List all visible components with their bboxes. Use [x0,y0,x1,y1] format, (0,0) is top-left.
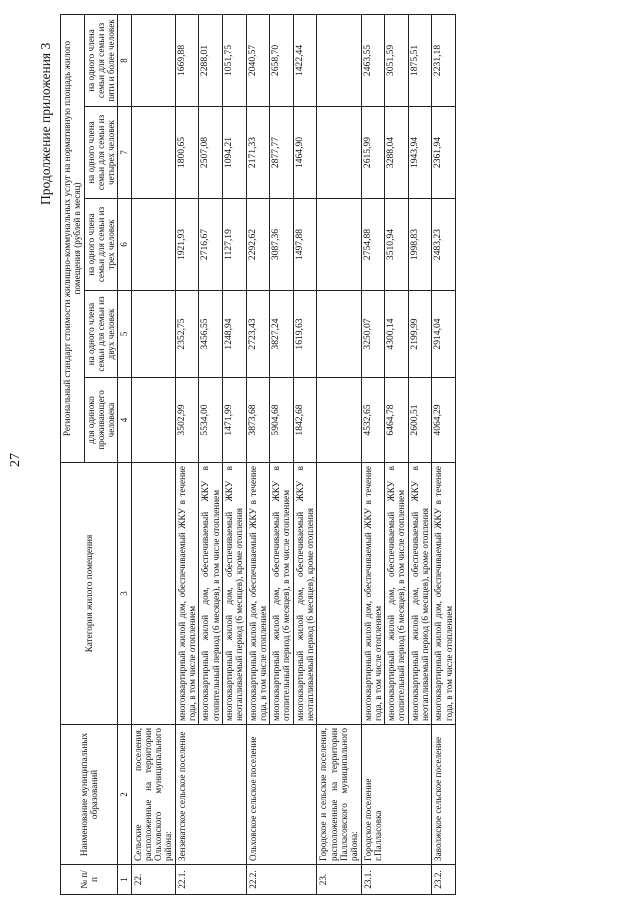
standard-value: 6464,78 [385,378,409,463]
municipality-name: Заволжское сельское поселение [432,725,456,865]
table-row [361,14,385,894]
standard-value: 2754,88 [361,199,385,291]
standard-value: 2199,99 [408,291,432,378]
table-row [246,14,270,894]
empty-cell [131,14,175,106]
standard-value: 2288,01 [199,14,223,106]
standard-value: 3288,04 [385,107,409,199]
empty-cell [317,14,361,106]
row-number: 22.1. [175,865,246,895]
col-number: 4 [118,378,131,463]
standard-value: 2361,94 [432,107,456,199]
standard-value: 3087,36 [270,199,294,291]
standard-value: 1619,63 [293,291,317,378]
housing-category: многоквартирный жилой дом, обеспечиваемый ЖКУ в течение года, в том числе отоплением [246,463,270,725]
empty-cell [131,463,175,725]
standard-value: 2914,04 [432,291,456,378]
empty-cell [131,199,175,291]
empty-cell [317,199,361,291]
standard-value: 1248,94 [222,291,246,378]
standard-value: 3510,94 [385,199,409,291]
empty-cell [317,378,361,463]
standard-value: 1800,65 [175,107,199,199]
housing-category: многоквартирный жилой дом, обеспечиваемый ЖКУ в течение года, в том числе отоплением [361,463,385,725]
empty-cell [317,463,361,725]
standard-value: 2231,18 [432,14,456,106]
housing-category: многоквартирный жилой дом, обеспечиваемый ЖКУ в течение года, в том числе отоплением [175,463,199,725]
header-family-4: на одного члена семьи для семьи из четырех человек [84,107,118,199]
table-body [131,14,455,894]
standards-table [60,14,456,895]
standard-value: 1422,44 [293,14,317,106]
table-row [432,14,456,894]
col-number: 1 [118,865,131,895]
housing-category: многоквартирный жилой дом, обеспечиваемый ЖКУ в течение года, в том числе отоплением [432,463,456,725]
standard-value: 1127,19 [222,199,246,291]
standard-value: 3250,07 [361,291,385,378]
standard-value: 3456,55 [199,291,223,378]
header-no: № п/п [61,865,118,895]
municipality-name: Ольховское сельское поселение [246,725,317,865]
page-number: 27 [8,453,23,467]
empty-cell [131,107,175,199]
standard-value: 5534,00 [199,378,223,463]
standard-value: 1471,99 [222,378,246,463]
row-number: 22.2. [246,865,317,895]
standard-value: 1998,83 [408,199,432,291]
group-row [131,14,175,894]
standard-value: 1842,68 [293,378,317,463]
standard-value: 4532,65 [361,378,385,463]
header-single: для одиноко проживающего человека [84,378,118,463]
standard-value: 4064,29 [432,378,456,463]
standard-value: 5904,68 [270,378,294,463]
col-number: 2 [118,725,131,865]
standard-value: 3873,68 [246,378,270,463]
standard-value: 1943,94 [408,107,432,199]
empty-cell [131,378,175,463]
continuation-label: Продолжение приложения 3 [38,42,53,205]
standard-value: 3827,24 [270,291,294,378]
housing-category: многоквартирный жилой дом, обеспечиваемый ЖКУ в отопительный период (6 месяцев), в том числе отоплением [385,463,409,725]
header-standard: Региональный стандарт стоимости жилищно-коммунальных услуг на нормативную площадь жилого помещения (рублей в месяц) [61,14,85,462]
header-family-3: на одного члена семьи для семьи из трех человек [84,199,118,291]
municipality-name: Городское и сельские поселения, расположенные на территории Палласовского муниципального района: [317,725,361,865]
empty-cell [317,107,361,199]
col-number: 8 [118,14,131,106]
standard-value: 2723,43 [246,291,270,378]
standard-value: 1921,93 [175,199,199,291]
standard-value: 3502,99 [175,378,199,463]
municipality-name: Городское поселение г.Палласовка [361,725,432,865]
standard-value: 2483,23 [432,199,456,291]
header-family-5: на одного члена семьи для семьи из пяти и более человек [84,14,118,106]
standard-value: 2040,57 [246,14,270,106]
standard-value: 1094,21 [222,107,246,199]
standard-value: 1051,75 [222,14,246,106]
housing-category: многоквартирный жилой дом, обеспечиваемый ЖКУ в неотапливаемый период (6 месяцев), кроме отопления [293,463,317,725]
housing-category: многоквартирный жилой дом, обеспечиваемый ЖКУ в неотапливаемый период (6 месяцев), кроме отопления [222,463,246,725]
standard-value: 2658,70 [270,14,294,106]
row-number: 22. [131,865,175,895]
municipality-name: Сельские поселения, расположенные на территории Ольховского муниципального района: [131,725,175,865]
header-municipality: Наименование муниципальных образований [61,725,118,865]
standard-value: 1875,51 [408,14,432,106]
housing-category: многоквартирный жилой дом, обеспечиваемый ЖКУ в неотапливаемый период (6 месяцев), кроме отопления [408,463,432,725]
col-number: 3 [118,463,131,725]
standard-value: 3051,59 [385,14,409,106]
standard-value: 2292,62 [246,199,270,291]
group-row [317,14,361,894]
standard-value: 4300,14 [385,291,409,378]
table-row [175,14,199,894]
col-number: 7 [118,107,131,199]
municipality-name: Зензеватское сельское поселение [175,725,246,865]
standard-value: 2600,51 [408,378,432,463]
header-family-2: на одного члена семьи для семьи из двух человек [84,291,118,378]
standard-value: 2352,75 [175,291,199,378]
row-number: 23.2. [432,865,456,895]
empty-cell [317,291,361,378]
standard-value: 1497,88 [293,199,317,291]
row-number: 23. [317,865,361,895]
col-number: 6 [118,199,131,291]
empty-cell [131,291,175,378]
standard-value: 2507,08 [199,107,223,199]
header-category: Категория жилого помещения [61,463,118,725]
standard-value: 2615,99 [361,107,385,199]
standard-value: 1669,88 [175,14,199,106]
col-number: 5 [118,291,131,378]
standard-value: 2877,77 [270,107,294,199]
standard-value: 2171,33 [246,107,270,199]
column-number-row [118,14,131,894]
row-number: 23.1. [361,865,432,895]
standard-value: 1464,90 [293,107,317,199]
housing-category: многоквартирный жилой дом, обеспечиваемый ЖКУ в отопительный период (6 месяцев), в том числе отоплением [199,463,223,725]
standard-value: 2716,67 [199,199,223,291]
standard-value: 2463,55 [361,14,385,106]
housing-category: многоквартирный жилой дом, обеспечиваемый ЖКУ в отопительный период (6 месяцев), в том числе отоплением [270,463,294,725]
